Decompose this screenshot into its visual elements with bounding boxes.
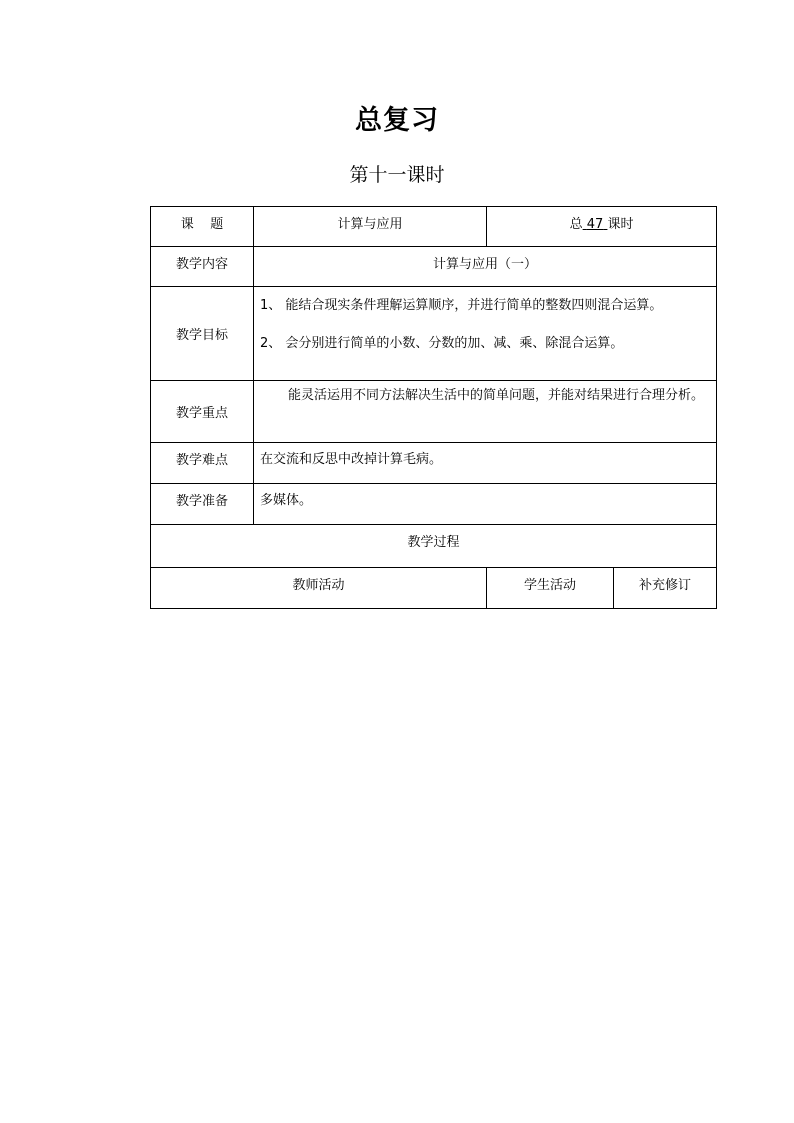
topic-row (151, 207, 717, 247)
goals-row (151, 287, 717, 381)
revision-header: 补充修订 (614, 568, 717, 609)
prep-value: 多媒体。 (254, 484, 717, 525)
prep-label: 教学准备 (151, 484, 254, 525)
teacher-activity-header: 教师活动 (151, 568, 487, 609)
lesson-plan-table (150, 206, 717, 609)
content-row (151, 247, 717, 287)
key-row (151, 381, 717, 443)
goals-value (254, 287, 717, 381)
topic-label: 课 题 (151, 207, 254, 247)
process-header-row (151, 525, 717, 568)
page-subtitle: 第十一课时 (349, 164, 445, 186)
difficulty-label: 教学难点 (151, 443, 254, 484)
goal-item: 1、 能结合现实条件理解运算顺序，并进行简单的整数四则混合运算。 (260, 298, 663, 313)
difficulty-row (151, 443, 717, 484)
key-label: 教学重点 (151, 381, 254, 443)
total-suffix: 课时 (607, 217, 634, 232)
goals-label: 教学目标 (151, 287, 254, 381)
key-value: 能灵活运用不同方法解决生活中的简单问题，并能对结果进行合理分析。 (254, 381, 717, 443)
topic-value: 计算与应用 (254, 207, 487, 247)
prep-row (151, 484, 717, 525)
content-value: 计算与应用（一） (254, 247, 717, 287)
total-number: 47 (586, 217, 604, 232)
total-prefix: 总 (569, 217, 583, 232)
process-header: 教学过程 (151, 525, 717, 568)
columns-row (151, 568, 717, 609)
page-title: 总复习 (355, 105, 439, 136)
content-label: 教学内容 (151, 247, 254, 287)
goal-item: 2、 会分别进行简单的小数、分数的加、减、乘、除混合运算。 (260, 336, 624, 351)
difficulty-value: 在交流和反思中改掉计算毛病。 (254, 443, 717, 484)
total-lessons-cell (487, 207, 717, 247)
student-activity-header: 学生活动 (487, 568, 614, 609)
